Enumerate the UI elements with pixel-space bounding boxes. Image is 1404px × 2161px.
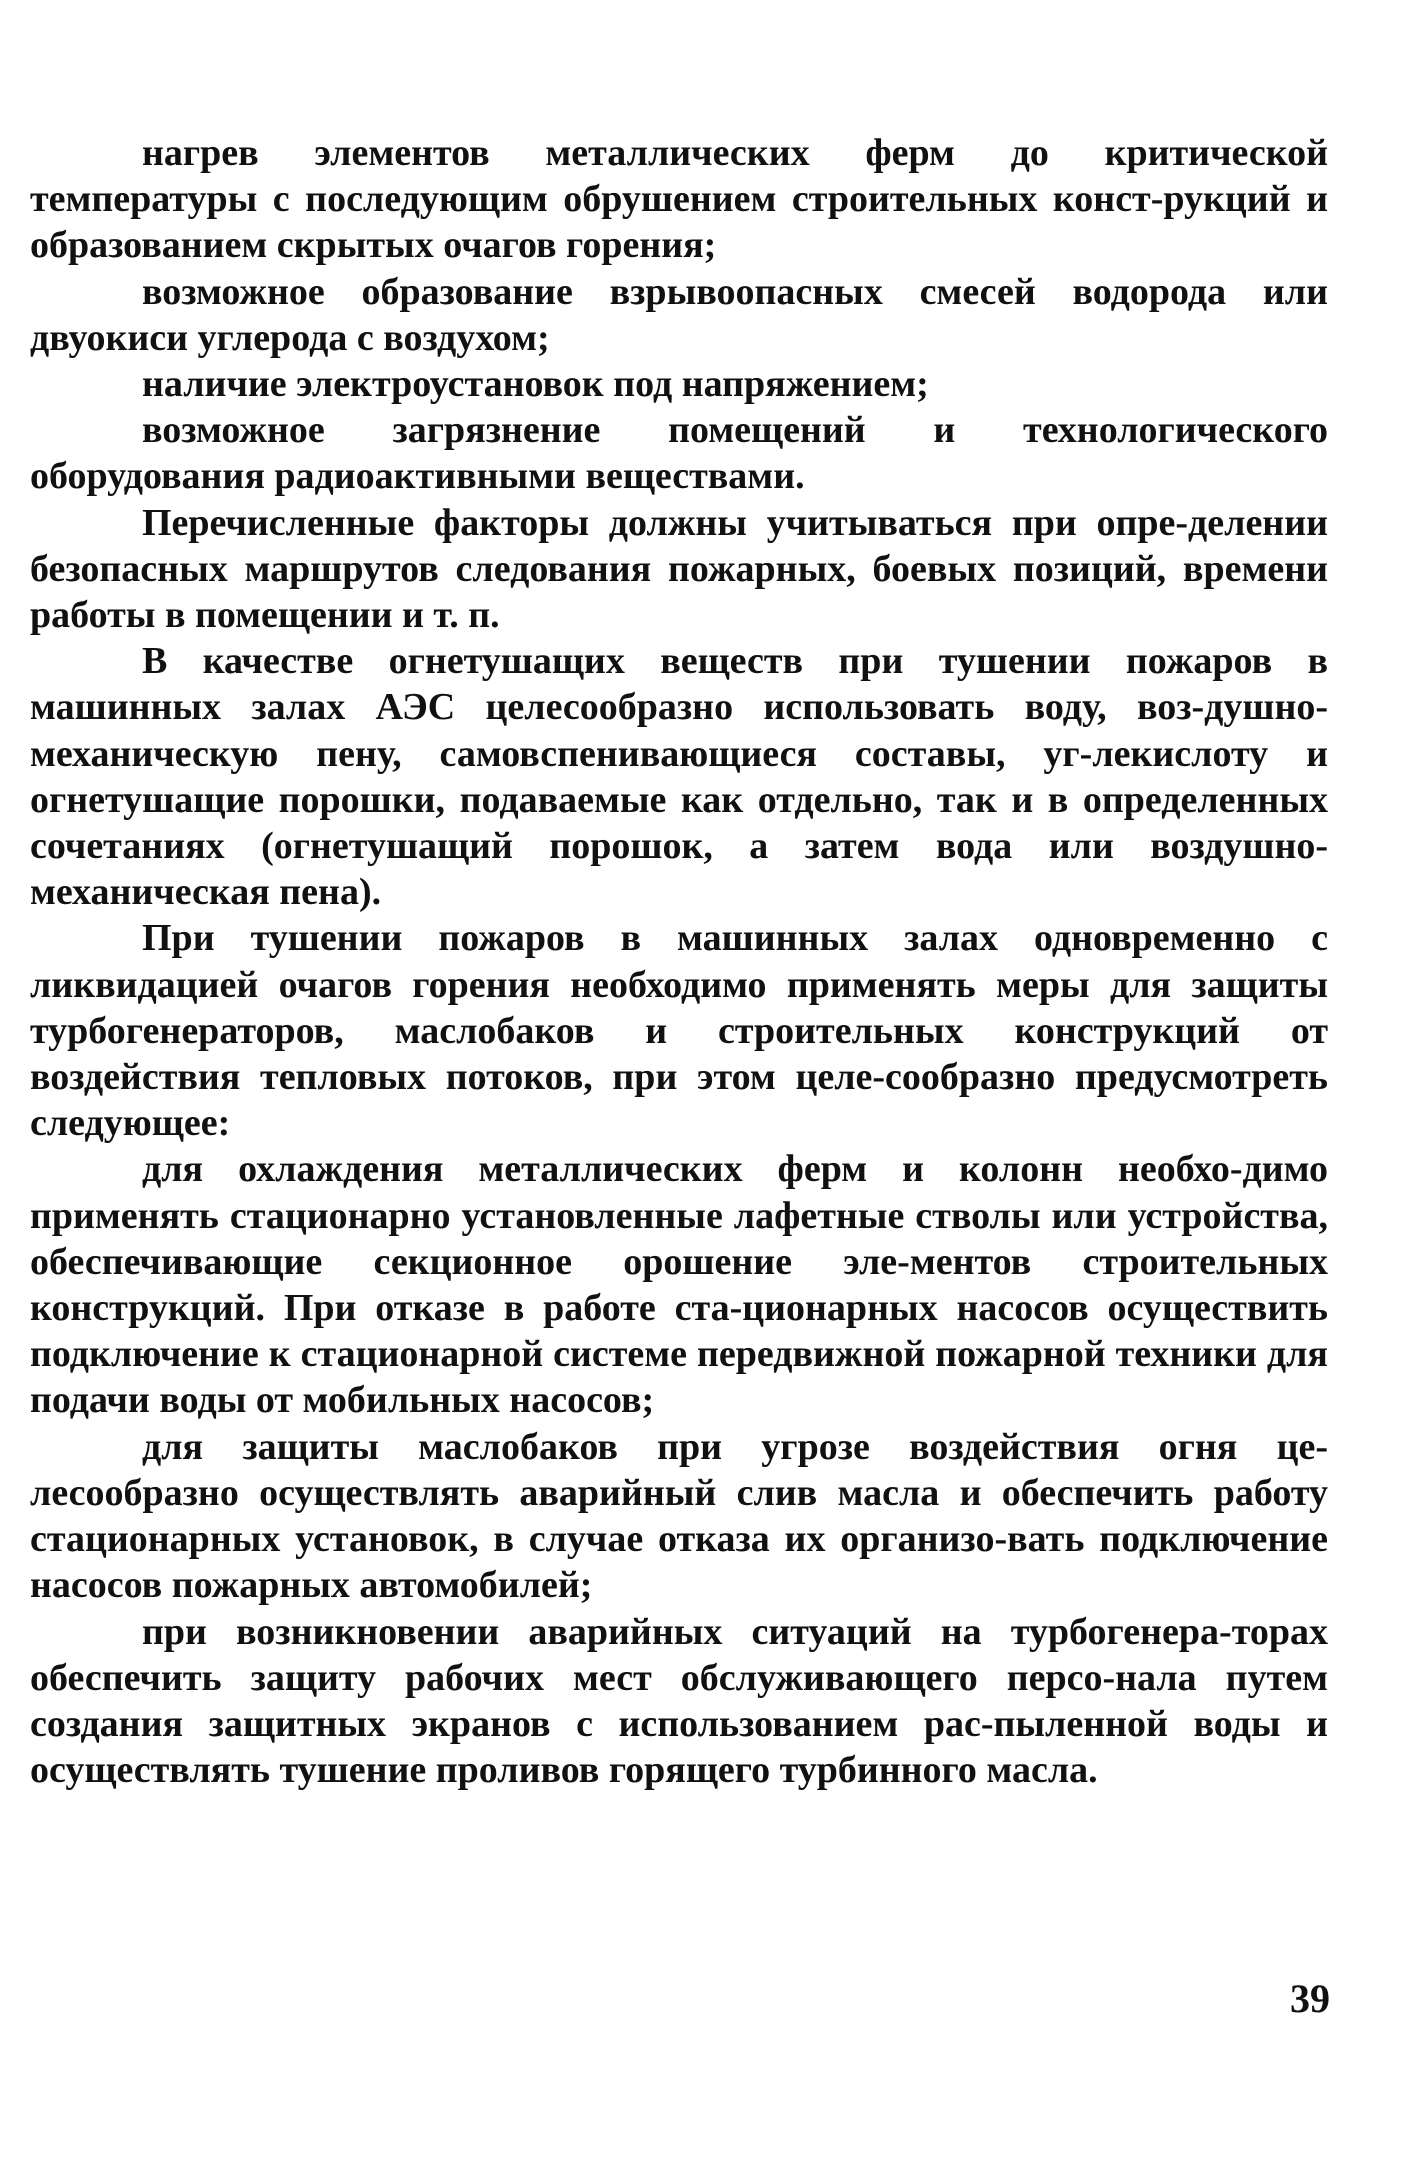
paragraph-10: при возникновении аварийных ситуаций на турбогенера-торах обеспечить защиту рабочих мест обслуживающего персо-нала путем создания защитных экранов с использованием рас-пыленной воды и осуществлять тушение проливов горящего турбинного масла. (30, 1610, 1328, 1792)
paragraph-9: для защиты маслобаков при угрозе воздействия огня це-лесообразно осуществлять аварийный слив масла и обеспечить работу стационарных установок, в случае отказа их организо-вать подключение насосов пожарных автомобилей; (30, 1425, 1328, 1607)
paragraph-6: В качестве огнетушащих веществ при тушении пожаров в машинных залах АЭС целесообразно использовать воду, воз-душно-механическую пену, самовспенивающиеся составы, уг-лекислоту и огнетушащие порошки, подаваемые как отдельно, так и в определенных сочетаниях (огнетушащий порошок, а затем вода или воздушно-механическая пена). (30, 640, 1328, 914)
paragraph-8: для охлаждения металлических ферм и колонн необхо-димо применять стационарно установленные лафетные стволы или устройства, обеспечивающие секционное орошение эле-ментов строительных конструкций. При отказе в работе ста-ционарных насосов осуществить подключение к стационарной системе передвижной пожарной техники для подачи воды от мобильных насосов; (30, 1148, 1328, 1422)
paragraph-3: наличие электроустановок под напряжением; (142, 363, 929, 406)
paragraph-2: возможное образование взрывоопасных смесей водорода или двуокиси углерода с воздухом; (30, 270, 1328, 359)
paragraph-4: возможное загрязнение помещений и технологического оборудования радиоактивными веществами. (30, 409, 1328, 498)
paragraph-5: Перечисленные факторы должны учитываться при опре-делении безопасных маршрутов следования пожарных, боевых позиций, времени работы в помещении и т. п. (30, 501, 1328, 637)
page-body (30, 130, 1328, 1793)
paragraph-7: При тушении пожаров в машинных залах одновременно с ликвидацией очагов горения необходимо применять меры для защиты турбогенераторов, маслобаков и строительных конструкций от воздействия тепловых потоков, при этом целе-сообразно предусмотреть следующее: (30, 917, 1328, 1145)
paragraph-1: нагрев элементов металлических ферм до критической температуры с последующим обрушением строительных конст-рукций и образованием скрытых очагов горения; (30, 132, 1328, 267)
page-number: 39 (1290, 1976, 1330, 2021)
